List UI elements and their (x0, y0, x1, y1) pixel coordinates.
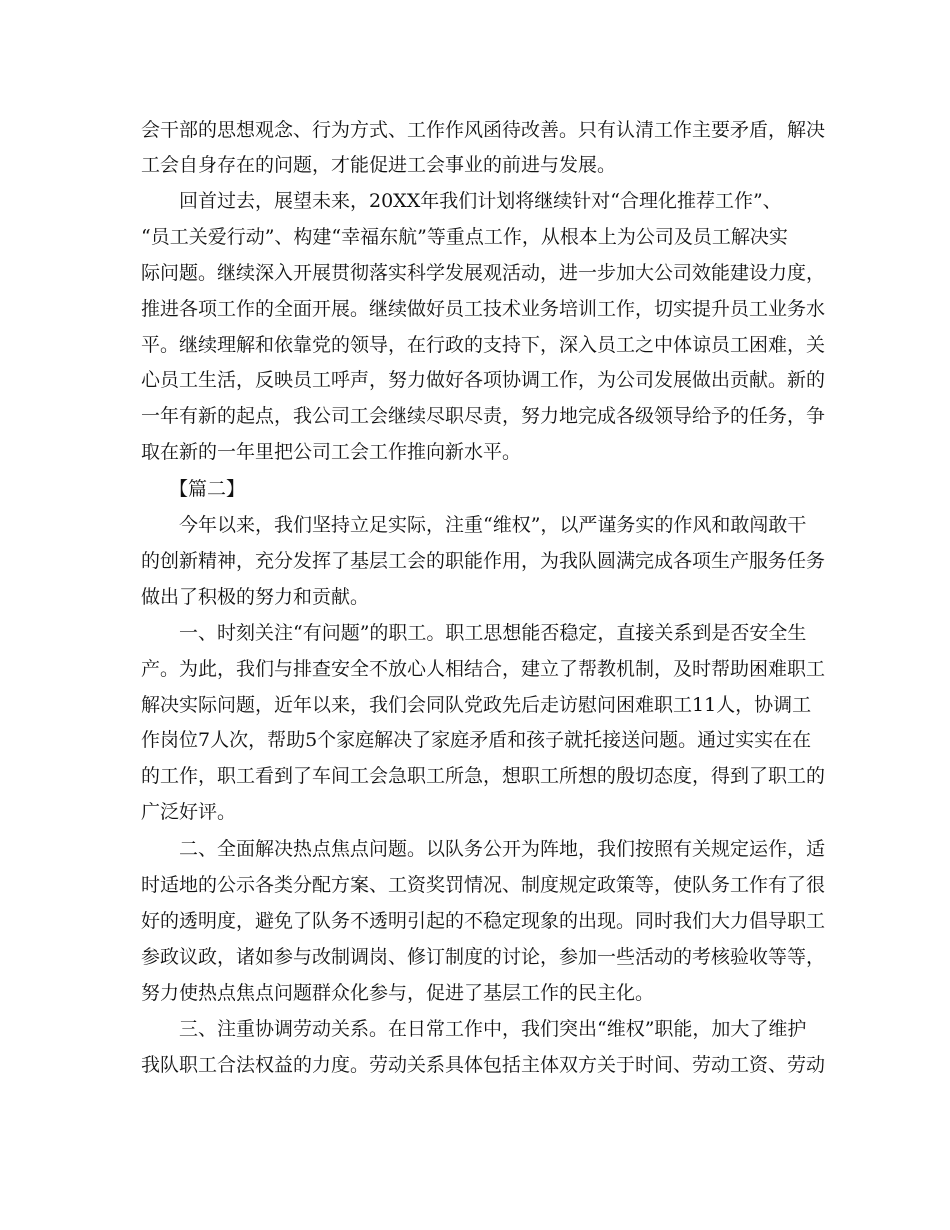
text-line: 会干部的思想观念、行为方式、工作作风函待改善。只有认清工作主要矛盾，解决 (141, 119, 826, 141)
text-line: 的创新精神，充分发挥了基层工会的职能作用，为我队圆满完成各项生产服务任务 (141, 550, 826, 572)
text-line: 广泛好评。 (141, 801, 237, 823)
text-line: 际问题。继续深入开展贯彻落实科学发展观活动，进一步加大公司效能建设力度， (141, 262, 826, 284)
text-line: 作岗位7人次，帮助5个家庭解决了家庭矛盾和孩子就托接送问题。通过实实在在 (141, 729, 812, 751)
text-line: 解决实际问题，近年以来，我们会同队党政先后走访慰问困难职工11人，协调工 (141, 694, 812, 716)
text-line: 回首过去，展望未来，20XX年我们计划将继续针对“合理化推荐工作”、 (179, 190, 782, 212)
text-line: 一、时刻关注“有问题”的职工。职工思想能否稳定，直接关系到是否安全生 (179, 622, 807, 644)
text-line: 二、全面解决热点焦点问题。以队务公开为阵地，我们按照有关规定运作，适 (179, 838, 826, 860)
text-line: 推进各项工作的全面开展。继续做好员工技术业务培训工作，切实提升员工业务水 (141, 298, 826, 320)
text-line: 产。为此，我们与排查安全不放心人相结合，建立了帮教机制，及时帮助困难职工 (141, 658, 826, 680)
text-line: 取在新的一年里把公司工会工作推向新水平。 (141, 441, 522, 463)
text-line: 时适地的公示各类分配方案、工资奖罚情况、制度规定政策等，使队务工作有了很 (141, 874, 826, 896)
text-line: 好的透明度，避免了队务不透明引起的不稳定现象的出现。同时我们大力倡导职工 (141, 910, 826, 932)
section-heading: 【篇二】 (169, 478, 246, 500)
text-line: 我队职工合法权益的力度。劳动关系具体包括主体双方关于时间、劳动工资、劳动 (141, 1054, 826, 1076)
text-line: 做出了积极的努力和贡献。 (141, 586, 370, 608)
text-line: 参政议政，诸如参与改制调岗、修订制度的讨论，参加一些活动的考核验收等等， (141, 946, 826, 968)
text-line: 三、注重协调劳动关系。在日常工作中，我们突出“维权”职能，加大了维护 (179, 1018, 807, 1040)
text-line: 工会自身存在的问题，才能促进工会事业的前进与发展。 (141, 154, 617, 176)
text-line: 今年以来，我们坚持立足实际，注重“维权”，以严谨务实的作风和敢闯敢干 (179, 514, 807, 536)
text-line: 努力使热点焦点问题群众化参与，促进了基层工作的民主化。 (141, 982, 655, 1004)
text-line: 一年有新的起点，我公司工会继续尽职尽责，努力地完成各级领导给予的任务，争 (141, 405, 826, 427)
text-line: 的工作，职工看到了车间工会急职工所急，想职工所想的殷切态度，得到了职工的 (141, 765, 826, 787)
text-line: 平。继续理解和依靠党的领导，在行政的支持下，深入员工之中体谅员工困难，关 (141, 334, 826, 356)
text-line: 心员工生活，反映员工呼声，努力做好各项协调工作，为公司发展做出贡献。新的 (141, 369, 826, 391)
text-line: “员工关爱行动”、构建“幸福东航”等重点工作，从根本上为公司及员工解决实 (141, 226, 788, 248)
